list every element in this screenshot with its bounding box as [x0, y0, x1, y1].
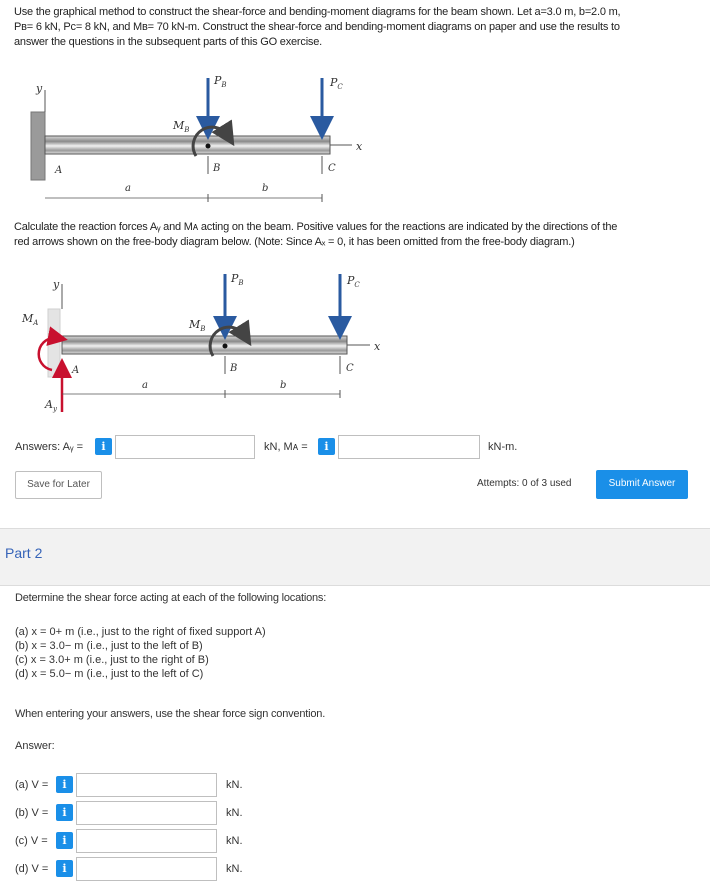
v-c-input[interactable]	[76, 829, 217, 853]
mb-label: $M_B$	[173, 119, 190, 134]
problem-statement	[14, 5, 694, 50]
free-body-diagram	[0, 262, 710, 420]
pb-label: $P_B$	[231, 272, 244, 287]
answer-label: Answer:	[15, 740, 55, 752]
reaction-instructions	[14, 220, 694, 250]
fixed-support	[31, 112, 45, 180]
part-2-header	[0, 528, 710, 586]
info-icon[interactable]: i	[56, 804, 73, 821]
dim-b-label: b	[280, 380, 287, 391]
point-c-label: C	[346, 363, 354, 374]
v-a-input[interactable]	[76, 773, 217, 797]
info-icon[interactable]: i	[56, 860, 73, 877]
y-axis-label: y	[53, 278, 60, 291]
info-icon[interactable]: i	[56, 776, 73, 793]
ma-label: $M_A$	[22, 312, 39, 327]
location-item: (c) x = 3.0+ m (i.e., just to the right of B)	[15, 654, 209, 666]
info-icon[interactable]: i	[56, 832, 73, 849]
dim-b-label: b	[262, 183, 269, 194]
dim-a-label: a	[125, 183, 131, 194]
mb-label: $M_B$	[189, 318, 206, 333]
point-b-label: B	[213, 163, 221, 174]
part-2-title: Part 2	[5, 545, 43, 561]
beam-figure	[0, 70, 710, 210]
ma-input[interactable]	[338, 435, 480, 459]
ay-label: $A_y$	[45, 398, 57, 413]
location-item: (a) x = 0+ m (i.e., just to the right of fixed support A)	[15, 626, 266, 638]
ma-unit-label: kN-m.	[488, 441, 518, 453]
save-for-later-button[interactable]: Save for Later	[15, 471, 102, 499]
v-d-input[interactable]	[76, 857, 217, 881]
info-icon[interactable]: i	[95, 438, 112, 455]
beam	[62, 336, 347, 354]
submit-answer-button[interactable]: Submit Answer	[596, 470, 688, 499]
point-c-label: C	[328, 163, 336, 174]
intro-line: answer the questions in the subsequent parts of this GO exercise.	[14, 36, 323, 48]
answers-label: Answers: Aᵧ =	[15, 441, 84, 453]
v-d-label: (d) V =	[15, 863, 49, 875]
pc-label: $P_C$	[347, 274, 360, 289]
calc-line: Calculate the reaction forces Aᵧ and Mᴀ acting on the beam. Positive values for the reactions are indicated by the directions of the	[14, 221, 618, 233]
v-d-unit: kN.	[226, 863, 243, 875]
location-item: (d) x = 5.0− m (i.e., just to the left of C)	[15, 668, 204, 680]
info-icon[interactable]: i	[318, 438, 335, 455]
location-list	[15, 625, 266, 681]
calc-line: red arrows shown on the free-body diagram below. (Note: Since Aₓ = 0, it has been omitted from the free-body diagram.)	[14, 236, 575, 248]
v-c-label: (c) V =	[15, 835, 48, 847]
beam	[45, 136, 330, 154]
attempts-text: Attempts: 0 of 3 used	[477, 478, 572, 489]
intro-line: Pʙ= 6 kN, Pᴄ= 8 kN, and Mʙ= 70 kN-m. Construct the shear-force and bending-moment diagrams on paper and use the results to	[14, 21, 620, 33]
point-a-label: A	[72, 365, 80, 376]
x-axis-label: x	[356, 140, 363, 153]
dim-a-label: a	[142, 380, 148, 391]
pc-label: $P_C$	[330, 76, 343, 91]
ay-unit-label: kN, Mᴀ =	[264, 441, 308, 453]
x-axis-label: x	[374, 340, 381, 353]
pb-label: $P_B$	[214, 74, 227, 89]
ay-input[interactable]	[115, 435, 255, 459]
v-b-input[interactable]	[76, 801, 217, 825]
point-a-label: A	[55, 165, 63, 176]
v-b-label: (b) V =	[15, 807, 49, 819]
sign-convention-note: When entering your answers, use the shear force sign convention.	[15, 708, 326, 720]
y-axis-label: y	[36, 82, 43, 95]
v-a-label: (a) V =	[15, 779, 49, 791]
point-b-label: B	[230, 363, 238, 374]
v-c-unit: kN.	[226, 835, 243, 847]
intro-line: Use the graphical method to construct the shear-force and bending-moment diagrams for the beam shown. Let a=3.0 m, b=2.0 m,	[14, 6, 621, 18]
part-2-question: Determine the shear force acting at each of the following locations:	[15, 592, 327, 604]
v-a-unit: kN.	[226, 779, 243, 791]
location-item: (b) x = 3.0− m (i.e., just to the left of B)	[15, 640, 203, 652]
v-b-unit: kN.	[226, 807, 243, 819]
